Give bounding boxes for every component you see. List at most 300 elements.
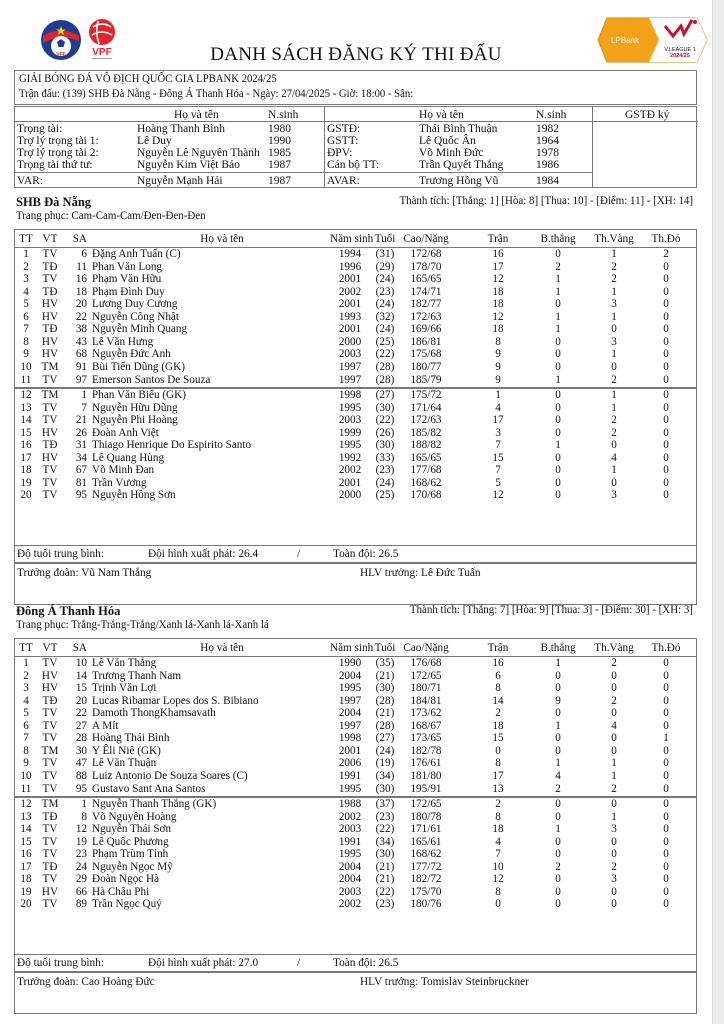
- player-sa: 22: [75, 707, 87, 720]
- player-goals: 2: [555, 260, 561, 273]
- player-red: 0: [663, 476, 669, 489]
- player-age: (23): [375, 898, 395, 911]
- player-matches: 7: [495, 464, 501, 477]
- player-name: Phạm Đình Duy: [92, 285, 165, 298]
- official-left-birth: 1990: [268, 135, 291, 147]
- player-sa: 67: [75, 464, 87, 477]
- player-name: Hoàng Thái Bình: [92, 732, 170, 745]
- player-sa: 30: [75, 744, 87, 757]
- player-tt: 12: [20, 389, 32, 402]
- substitute-player-row: [15, 898, 696, 911]
- column-header-yellow: Th.Vàng: [594, 233, 634, 245]
- player-name: Trịnh Văn Lợi: [92, 682, 157, 695]
- player-sa: 20: [75, 298, 87, 311]
- player-red: 0: [663, 835, 669, 848]
- player-age: (27): [375, 389, 395, 402]
- player-age: (30): [375, 401, 395, 414]
- player-tt: 3: [23, 682, 29, 695]
- player-matches: 3: [495, 426, 501, 439]
- average-age-total: Toàn đội: 26.5: [333, 548, 399, 560]
- player-red: 0: [663, 694, 669, 707]
- player-yellow: 2: [611, 373, 617, 386]
- player-goals: 0: [555, 489, 561, 502]
- player-hw: 185/79: [410, 373, 442, 386]
- player-year: 2003: [338, 414, 362, 427]
- player-vt: HV: [41, 348, 59, 361]
- player-vt: TV: [42, 732, 58, 745]
- player-matches: 17: [492, 769, 504, 782]
- player-hw: 184/81: [410, 694, 442, 707]
- player-sa: 47: [75, 757, 87, 770]
- player-vt: TV: [42, 273, 58, 286]
- player-red: 0: [663, 873, 669, 886]
- player-goals: 0: [555, 348, 561, 361]
- player-goals: 0: [555, 298, 561, 311]
- starting-player-row: [15, 657, 696, 670]
- player-vt: TV: [42, 476, 58, 489]
- player-goals: 1: [555, 757, 561, 770]
- player-vt: TĐ: [42, 439, 58, 452]
- player-matches: 17: [492, 414, 504, 427]
- average-age-starting: Đội hình xuất phát: 27.0: [148, 957, 259, 969]
- player-hw: 176/61: [410, 757, 442, 770]
- player-goals: 0: [555, 401, 561, 414]
- player-year: 1999: [338, 426, 362, 439]
- player-matches: 18: [492, 323, 504, 336]
- officials-header-birth-right: N.sinh: [536, 109, 567, 121]
- player-hw: 180/78: [410, 810, 442, 823]
- player-goals: 0: [555, 835, 561, 848]
- player-tt: 15: [20, 426, 32, 439]
- starting-player-row: [15, 261, 696, 274]
- player-goals: 0: [555, 798, 561, 811]
- official-right-birth: 1964: [536, 135, 559, 147]
- players-table-header: [15, 233, 696, 246]
- player-tt: 16: [20, 848, 32, 861]
- player-red: 0: [663, 682, 669, 695]
- player-sa: 20: [75, 694, 87, 707]
- player-tt: 1: [23, 657, 29, 669]
- player-name: Nguyễn Phi Hoàng: [92, 414, 178, 427]
- player-matches: 9: [495, 373, 501, 386]
- average-age-row: [14, 954, 697, 972]
- player-hw: 180/76: [410, 898, 442, 911]
- player-hw: 169/66: [410, 323, 442, 336]
- player-sa: 18: [75, 285, 87, 298]
- substitute-player-row: [15, 836, 696, 849]
- starting-player-row: [15, 707, 696, 720]
- player-red: 0: [663, 389, 669, 402]
- official-left-role: Trọng tài thứ tư:: [17, 159, 93, 171]
- player-sa: 68: [75, 348, 87, 361]
- player-yellow: 0: [611, 669, 617, 682]
- player-red: 0: [663, 823, 669, 836]
- player-name: Võ Nguyên Hoàng: [92, 810, 177, 823]
- player-tt: 3: [23, 273, 29, 286]
- player-name: Trương Thanh Nam: [92, 669, 182, 682]
- player-sa: 7: [81, 401, 87, 414]
- player-yellow: 4: [611, 451, 617, 464]
- player-red: 0: [663, 335, 669, 348]
- player-sa: 95: [75, 782, 87, 795]
- player-hw: 171/61: [410, 823, 442, 836]
- player-vt: TV: [42, 782, 58, 795]
- player-yellow: 0: [611, 476, 617, 489]
- player-goals: 2: [555, 860, 561, 873]
- player-tt: 14: [20, 823, 32, 836]
- player-yellow: 3: [611, 873, 617, 886]
- player-age: (23): [375, 810, 395, 823]
- column-header-red: Th.Đỏ: [651, 233, 681, 245]
- player-goals: 4: [555, 769, 561, 782]
- player-name: Nguyễn Đức Anh: [92, 348, 171, 361]
- player-sa: 88: [75, 769, 87, 782]
- player-age: (23): [375, 464, 395, 477]
- player-sa: 38: [75, 323, 87, 336]
- player-goals: 0: [555, 744, 561, 757]
- players-table-header: [15, 642, 696, 655]
- player-vt: TV: [42, 873, 58, 886]
- player-hw: 168/62: [410, 848, 442, 861]
- official-right-role: GSTĐ:: [327, 123, 361, 135]
- player-matches: 5: [495, 476, 501, 489]
- player-sa: 6: [81, 248, 87, 260]
- player-yellow: 2: [611, 657, 617, 669]
- player-hw: 177/72: [410, 860, 442, 873]
- player-yellow: 2: [611, 782, 617, 795]
- player-goals: 0: [555, 707, 561, 720]
- player-goals: 0: [555, 389, 561, 402]
- official-left-role: Trọng tài:: [17, 123, 63, 135]
- player-yellow: 0: [611, 835, 617, 848]
- player-age: (30): [375, 439, 395, 452]
- player-goals: 0: [555, 335, 561, 348]
- player-yellow: 0: [611, 798, 617, 811]
- officials-header-birth-left: N.sinh: [268, 109, 299, 121]
- official-right-name: Thái Bình Thuận: [419, 123, 498, 135]
- player-name: A Mít: [92, 719, 119, 732]
- player-sa: 81: [75, 476, 87, 489]
- player-vt: TM: [41, 389, 59, 402]
- player-goals: 1: [555, 439, 561, 452]
- player-vt: TĐ: [42, 285, 58, 298]
- player-hw: 180/77: [410, 360, 442, 373]
- player-year: 1998: [338, 389, 362, 402]
- player-matches: 8: [495, 682, 501, 695]
- player-age: (32): [375, 310, 395, 323]
- player-goals: 0: [555, 885, 561, 898]
- player-matches: 6: [495, 669, 501, 682]
- substitute-player-row: [15, 402, 696, 415]
- player-hw: 170/68: [410, 489, 442, 502]
- player-vt: TV: [42, 848, 58, 861]
- player-red: 0: [663, 464, 669, 477]
- substitute-player-row: [15, 861, 696, 874]
- player-matches: 12: [492, 489, 504, 502]
- player-yellow: 0: [611, 732, 617, 745]
- player-yellow: 0: [611, 898, 617, 911]
- player-hw: 182/78: [410, 744, 442, 757]
- player-year: 1995: [338, 682, 362, 695]
- starting-player-row: [15, 757, 696, 770]
- player-year: 2001: [338, 744, 362, 757]
- player-age: (24): [375, 476, 395, 489]
- player-vt: TĐ: [42, 810, 58, 823]
- starting-player-row: [15, 323, 696, 336]
- players-table: [14, 638, 697, 955]
- player-red: 0: [663, 757, 669, 770]
- player-hw: 173/65: [410, 732, 442, 745]
- starting-player-row: [15, 745, 696, 758]
- substitute-player-row: [15, 439, 696, 452]
- official-left-name: Lê Duy: [137, 135, 172, 147]
- player-age: (30): [375, 682, 395, 695]
- player-vt: TV: [42, 489, 58, 502]
- player-tt: 12: [20, 798, 32, 811]
- starting-player-row: [15, 248, 696, 261]
- player-hw: 165/65: [410, 273, 442, 286]
- starting-player-row: [15, 286, 696, 299]
- player-hw: 176/68: [410, 657, 442, 669]
- column-header-tt: TT: [19, 642, 33, 654]
- player-matches: 18: [492, 285, 504, 298]
- player-red: 0: [663, 310, 669, 323]
- player-goals: 1: [555, 373, 561, 386]
- column-header-year: Năm sinh: [330, 642, 374, 654]
- player-yellow: 1: [611, 769, 617, 782]
- player-vt: TĐ: [42, 323, 58, 336]
- player-yellow: 0: [611, 885, 617, 898]
- player-year: 1991: [338, 835, 362, 848]
- player-year: 2003: [338, 885, 362, 898]
- player-sa: 23: [75, 848, 87, 861]
- player-name: Phan Văn Biểu (GK): [92, 389, 186, 402]
- player-name: Nguyễn Hồng Sơn: [92, 489, 176, 502]
- player-matches: 18: [492, 719, 504, 732]
- player-name: Nguyễn Minh Quang: [92, 323, 188, 336]
- player-year: 2002: [338, 810, 362, 823]
- player-matches: 4: [495, 835, 501, 848]
- vff-logo-text: VFF: [56, 52, 66, 58]
- player-red: 0: [663, 810, 669, 823]
- player-year: 2004: [338, 873, 362, 886]
- player-matches: 8: [495, 885, 501, 898]
- player-age: (25): [375, 335, 395, 348]
- player-hw: 182/72: [410, 873, 442, 886]
- player-matches: 12: [492, 273, 504, 286]
- player-yellow: 1: [611, 401, 617, 414]
- player-yellow: 3: [611, 335, 617, 348]
- player-goals: 0: [555, 810, 561, 823]
- player-tt: 17: [20, 451, 32, 464]
- column-header-vt: VT: [42, 233, 58, 245]
- player-year: 2002: [338, 464, 362, 477]
- player-name: Bùi Tiến Dũng (GK): [92, 360, 185, 373]
- player-red: 0: [663, 273, 669, 286]
- column-header-matches: Trận: [487, 233, 509, 245]
- player-yellow: 1: [611, 310, 617, 323]
- player-hw: 180/71: [410, 682, 442, 695]
- player-matches: 14: [492, 694, 504, 707]
- player-age: (29): [375, 260, 395, 273]
- player-goals: 1: [555, 323, 561, 336]
- player-age: (28): [375, 360, 395, 373]
- player-yellow: 0: [611, 682, 617, 695]
- average-age-label: Độ tuổi trung bình:: [17, 548, 104, 560]
- player-sa: 27: [75, 719, 87, 732]
- player-sa: 89: [75, 898, 87, 911]
- official-left-role: Trợ lý trọng tài 2:: [17, 147, 99, 159]
- player-red: 2: [663, 248, 669, 260]
- player-vt: TV: [42, 769, 58, 782]
- player-tt: 8: [23, 744, 29, 757]
- player-tt: 20: [20, 898, 32, 911]
- player-hw: 195/91: [410, 782, 442, 795]
- official-right-name: Trần Quyết Thắng: [419, 159, 504, 171]
- scrollbar-track[interactable]: [712, 0, 724, 1024]
- player-year: 1992: [338, 451, 362, 464]
- player-tt: 20: [20, 489, 32, 502]
- player-vt: TV: [42, 707, 58, 720]
- team-kit: Trang phục: Trắng-Trắng-Trắng/Xanh lá-Xanh lá-Xanh lá: [16, 619, 269, 631]
- column-header-matches: Trận: [487, 642, 509, 654]
- player-goals: 1: [555, 719, 561, 732]
- official-right-role: Cán bộ TT:: [327, 159, 380, 171]
- column-header-age: Tuổi: [374, 233, 396, 245]
- player-year: 2000: [338, 335, 362, 348]
- player-sa: 34: [75, 451, 87, 464]
- player-age: (28): [375, 373, 395, 386]
- player-vt: TV: [42, 373, 58, 386]
- player-year: 2004: [338, 860, 362, 873]
- officials-header-name-left: Họ và tên: [174, 109, 219, 121]
- starting-player-row: [15, 336, 696, 349]
- player-year: 2002: [338, 285, 362, 298]
- starting-player-row: [15, 311, 696, 324]
- player-year: 1993: [338, 310, 362, 323]
- player-yellow: 3: [611, 823, 617, 836]
- column-header-year: Năm sinh: [330, 233, 374, 245]
- player-tt: 11: [20, 782, 32, 795]
- player-matches: 9: [495, 360, 501, 373]
- player-age: (37): [375, 798, 395, 811]
- player-age: (21): [375, 860, 395, 873]
- player-tt: 18: [20, 873, 32, 886]
- player-sa: 10: [75, 657, 87, 669]
- player-age: (23): [375, 285, 395, 298]
- player-tt: 14: [20, 414, 32, 427]
- player-vt: TĐ: [42, 260, 58, 273]
- player-red: 0: [663, 782, 669, 795]
- official-right-birth: 1986: [536, 159, 559, 171]
- player-yellow: 0: [611, 323, 617, 336]
- official-left-name: Nguyễn Kim Việt Bảo: [137, 159, 240, 171]
- player-year: 2001: [338, 298, 362, 311]
- player-goals: 1: [555, 657, 561, 669]
- player-goals: 0: [555, 476, 561, 489]
- player-year: 2006: [338, 757, 362, 770]
- player-name: Lucas Ribamar Lopes dos S. Bibiano: [92, 694, 259, 707]
- player-year: 2004: [338, 707, 362, 720]
- player-sa: 14: [75, 669, 87, 682]
- officials-header-sign: GSTĐ ký: [625, 109, 670, 121]
- player-matches: 2: [495, 798, 501, 811]
- player-hw: 182/77: [410, 298, 442, 311]
- player-yellow: 2: [611, 426, 617, 439]
- player-goals: 0: [555, 464, 561, 477]
- player-hw: 168/67: [410, 719, 442, 732]
- team-record: Thành tích: [Thắng: 7] [Hòa: 9] [Thua: 3] - [Điểm: 30] - [XH: 3]: [409, 604, 693, 616]
- player-name: Lê Quang Hùng: [92, 451, 165, 464]
- officials-header-name-right: Họ và tên: [419, 109, 464, 121]
- player-goals: 1: [555, 285, 561, 298]
- player-age: (26): [375, 426, 395, 439]
- player-goals: 0: [555, 669, 561, 682]
- player-year: 2000: [338, 489, 362, 502]
- player-goals: 0: [555, 248, 561, 260]
- player-year: 1995: [338, 782, 362, 795]
- player-yellow: 4: [611, 719, 617, 732]
- substitute-player-row: [15, 848, 696, 861]
- player-tt: 13: [20, 810, 32, 823]
- team-name: SHB Đà Nẵng: [16, 195, 92, 209]
- player-sa: 8: [81, 810, 87, 823]
- player-tt: 11: [20, 373, 32, 386]
- player-yellow: 2: [611, 414, 617, 427]
- tournament-name: GIẢI BÓNG ĐÁ VÔ ĐỊCH QUỐC GIA LPBANK 2024/25: [19, 73, 277, 85]
- starting-player-row: [15, 682, 696, 695]
- player-tt: 4: [23, 285, 29, 298]
- starting-player-row: [15, 361, 696, 374]
- player-name: Lương Duy Cương: [92, 298, 178, 311]
- player-matches: 17: [492, 260, 504, 273]
- player-hw: 172/63: [410, 414, 442, 427]
- player-vt: TM: [41, 360, 59, 373]
- team-manager: Trưởng đoàn: Vũ Nam Thắng: [17, 567, 152, 579]
- player-red: 0: [663, 707, 669, 720]
- player-red: 0: [663, 439, 669, 452]
- starting-player-row: [15, 670, 696, 683]
- player-red: 0: [663, 769, 669, 782]
- column-header-sa: SA: [72, 233, 87, 245]
- player-year: 1995: [338, 439, 362, 452]
- player-matches: 9: [495, 348, 501, 361]
- player-tt: 16: [20, 439, 32, 452]
- player-vt: TV: [42, 835, 58, 848]
- player-goals: 0: [555, 426, 561, 439]
- player-matches: 0: [495, 744, 501, 757]
- player-red: 0: [663, 414, 669, 427]
- player-name: Lê Văn Hưng: [92, 335, 154, 348]
- player-yellow: 2: [611, 260, 617, 273]
- player-goals: 2: [555, 782, 561, 795]
- official-right-role: GSTT:: [327, 135, 359, 147]
- vpf-logo-text: VPF: [92, 47, 112, 58]
- player-yellow: 2: [611, 273, 617, 286]
- player-red: 0: [663, 348, 669, 361]
- player-age: (30): [375, 782, 395, 795]
- player-yellow: 0: [611, 707, 617, 720]
- player-red: 0: [663, 798, 669, 811]
- player-matches: 10: [492, 860, 504, 873]
- player-sa: 28: [75, 732, 87, 745]
- player-year: 1996: [338, 260, 362, 273]
- match-info-box: [14, 70, 697, 105]
- player-year: 1994: [338, 248, 362, 260]
- player-sa: 66: [75, 885, 87, 898]
- var-birth: 1987: [268, 175, 291, 187]
- player-hw: 173/62: [410, 707, 442, 720]
